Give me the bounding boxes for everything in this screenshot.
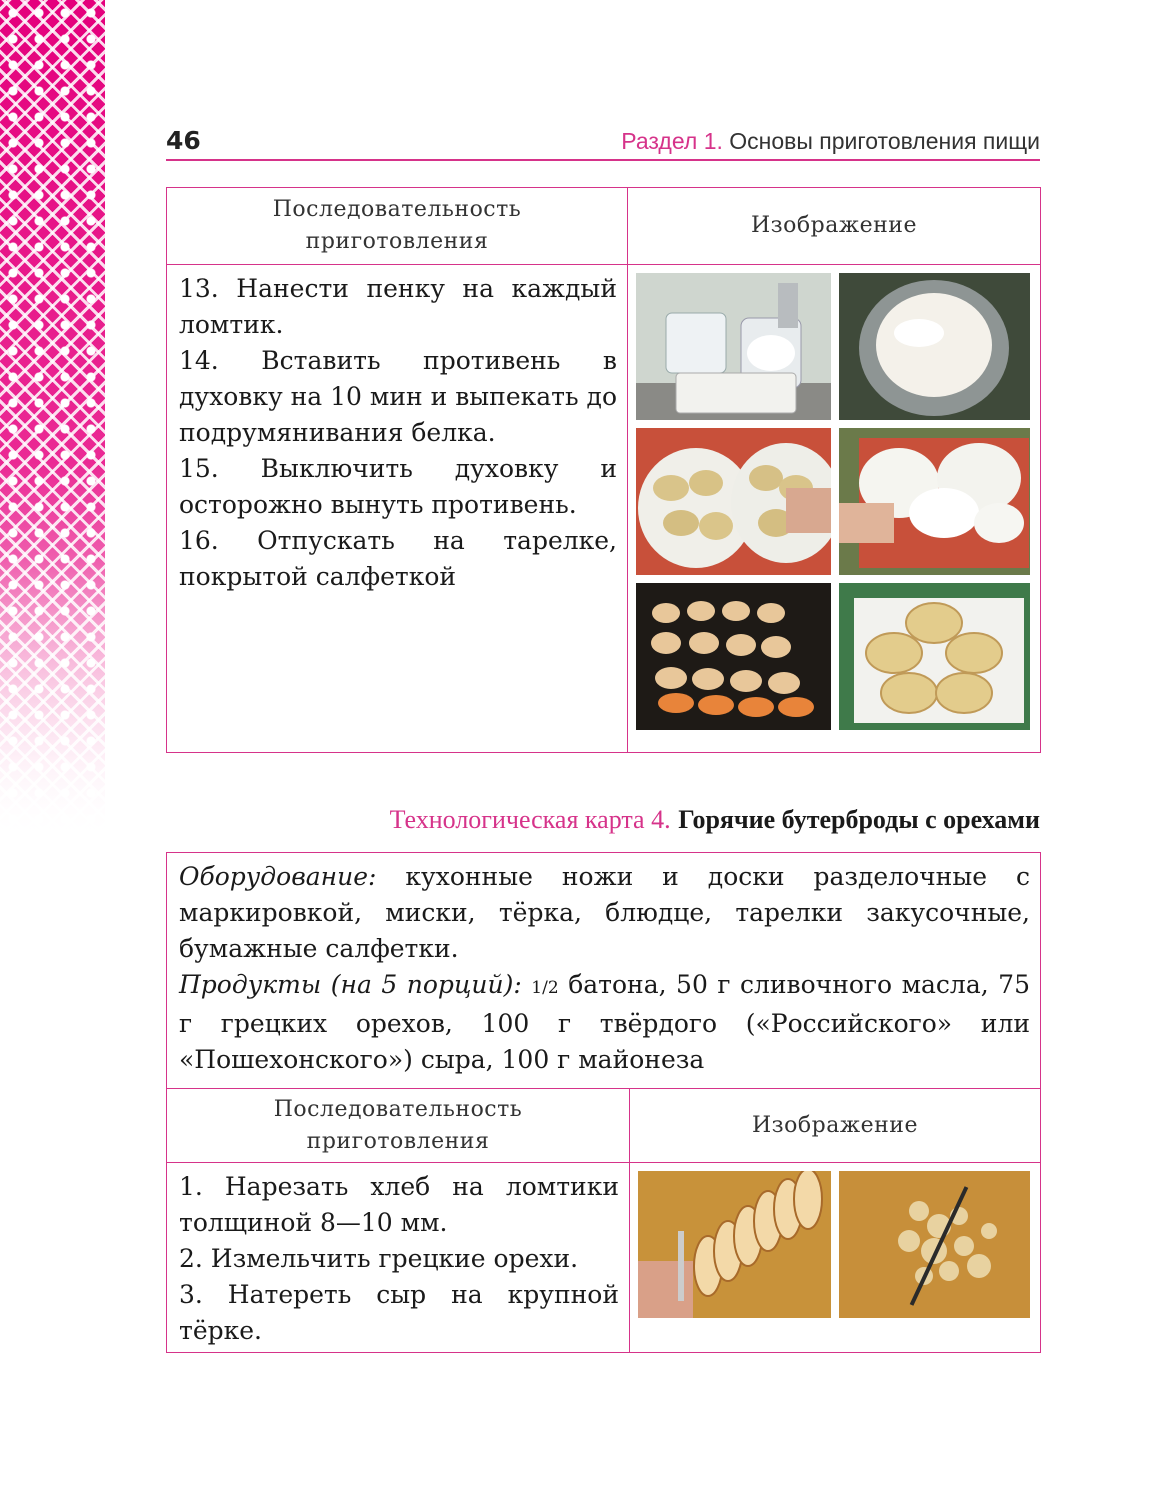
header-rule [166, 159, 1040, 161]
photo-spreading-foam [839, 428, 1030, 575]
step-16: 16. Отпускать на тарелке, покрытой салфеткой [179, 526, 617, 591]
step-2: 2. Измельчить грецкие орехи. [179, 1244, 579, 1273]
images-cell [628, 265, 1041, 753]
card-label: Технологическая карта 4. [389, 805, 671, 834]
products-text: батона, 50 г сливочного масла, 75 г грецких орехов, 100 г твёрдого («Российского» или «Пошехонского») сыра, 100 г майонеза [179, 970, 1030, 1074]
recipe-table-1 [166, 187, 1041, 753]
photo-whipped-whites [839, 273, 1030, 420]
step-13: 13. Нанести пенку на каждый ломтик. [179, 274, 617, 339]
images-cell-2 [630, 1163, 1041, 1353]
info-cell [167, 853, 1041, 1089]
products-label: Продукты (на 5 порций): [179, 970, 522, 999]
photo-chopped-walnuts [839, 1171, 1030, 1318]
products-paragraph [179, 967, 1030, 1078]
step-14: 14. Вставить противень в духовку на 10 мин и выпекать до подрумянивания белка. [179, 346, 618, 447]
recipe-table-2 [166, 852, 1041, 1353]
col-header-image: Изображение [628, 188, 1041, 265]
photo-bread-slices [636, 428, 831, 575]
steps-cell [167, 265, 628, 753]
card-title [390, 805, 1040, 835]
step-15: 15. Выключить духовку и осторожно вынуть противень. [179, 454, 617, 519]
equipment-paragraph [179, 859, 1030, 967]
col-header-sequence: Последовательность приготовления [167, 188, 628, 265]
section-label: Раздел 1. [621, 128, 723, 154]
col-header-sequence-2: Последовательность приготовления [167, 1089, 630, 1163]
photo-served-plate [839, 583, 1030, 730]
step-1: 1. Нарезать хлеб на ломтики толщиной 8—10 мм. [179, 1172, 619, 1237]
photo-food-processor [636, 273, 831, 420]
running-head [621, 128, 1040, 155]
col-header-image-2: Изображение [630, 1089, 1041, 1163]
photo-baking-tray [636, 583, 831, 730]
card-name: Горячие бутерброды с орехами [678, 805, 1040, 834]
step-3: 3. Натереть сыр на крупной тёрке. [179, 1280, 619, 1345]
photo-slicing-bread [638, 1171, 831, 1318]
equipment-text: кухонные ножи и доски разделочные с маркировкой, миски, тёрка, блюдце, тарелки закусочные, бумажные салфетки. [179, 862, 1030, 963]
section-title: Основы приготовления пищи [729, 128, 1040, 154]
steps-cell-2 [167, 1163, 630, 1353]
products-fraction: 1/2 [531, 978, 559, 998]
page-number: 46 [166, 126, 201, 155]
equipment-label: Оборудование: [179, 862, 377, 891]
ornament-fade [0, 560, 105, 840]
